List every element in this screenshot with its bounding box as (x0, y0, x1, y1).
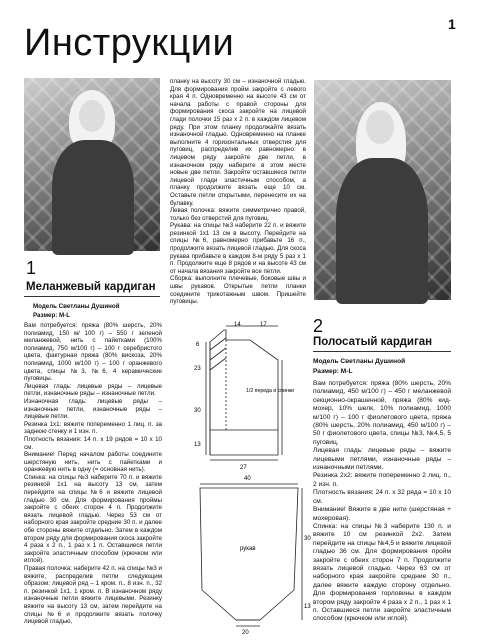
dim-left-6: 6 (196, 342, 200, 348)
paragraph: Изнаночная гладь: лицевые ряды – изнаночные петли, изнаночные ряды – лицевые петли. (24, 397, 162, 421)
model-photo-1 (24, 78, 160, 251)
dim-left-30: 30 (194, 408, 201, 414)
dim-sleeve-30: 30 (304, 536, 311, 542)
paragraph: Вам потребуется: пряжа (80% шерсть, 20% полиамид, 150 м/ 100 г) – 550 г зеленой меланжевой, нить с пайетками (100% полиамид, 750 м/100 г) – 100 г серебристого цвета, фактурная пряжа (80% вискоза, 20% полиамид, 1000 м/100 г) – 100 г оранжевого цвета, спицы №3, №6, 4 керамические пуговицы. (24, 322, 162, 383)
article-1-size: Размер: М-L (33, 312, 71, 319)
paragraph: Лицевая гладь: лицевые ряды – лицевые петли, изнаночные ряды – изнаночные петли. (24, 382, 162, 398)
paragraph: Сборка: выполните плечевые, боковые швы и швы рукавов. Открытые петли планки соедините трикотажным швом. Пришейте пуговицы. (170, 275, 306, 306)
paragraph: Внимание! Вяжите в две нити (шерстяная + мохеровая). (313, 506, 451, 522)
paragraph: Спинка: на спицы №3 наберите 70 п. и вяжите резинкой 1х1 на высоту 13 см, затем перейдите на спицы №6 и вяжите лицевой гладью 30 см. Для формирования проймы закройте с обеих сторон 4 п. Продолжите вязать лицевой гладью. Через 53 см от наборного края закройте средние 30 п. и далее обе стороны вяжите отдельно. Затем в каждом втором ряду для формирования скоса закройте 4 раза х 2 п., 1 раз х 1 п. Оставшиеся петли закройте эластичным способом (крючком или иглой). (24, 473, 162, 565)
paragraph: Правая полочка: наберите 42 п. на спицы №3 и вяжите, распределив петли следующим образом: лицевой ряд – 1 кром. п., 8 изн. п., 32 п. резинкой 1х1, 1 кром. п. В изнаночном ряду изнаночные петли вяжите лицевыми. Резинку вяжите на высоту 13 см, затем перейдите на спицы №6 и продолжите вязать полочку лицевой гладью, (24, 565, 162, 626)
paragraph: планку на высоту 30 см – изнаночной гладью. Для формирования пройм закройте с левого края 4 п. Одновременно на высоте 43 см от начала работы с правой стороны для формирования скоса закройте на лицевой глади полочки 15 раз х 2 п. в каждом лицевом ряду. При этом планку продолжайте вязать изнаночной гладью. Одновременно на планке выполните 4 горизонтальных отверстия для пуговиц, распределив их равномерно: в лицевом ряду закройте две петли, в изнаночном ряду наберите в этом месте новые две петли. Закройте оставшиеся петли лицевой глади эластичным способом, а планку продолжите вязать еще 10 см. Оставьте петли открытыми, перенесите их на булавку. (170, 78, 306, 207)
article-2-number: 2 (313, 316, 324, 336)
paragraph: Резинка 2х2: вяжите попеременно 2 лиц. п., 2 изн. п. (313, 472, 451, 488)
dim-sleeve-top: 40 (244, 476, 251, 482)
paragraph: Плотность вязания: 14 п. х 19 рядов = 10 х 10 см. (24, 435, 162, 451)
paragraph: Резинка 1х1: вяжите попеременно 1 лиц. п. за заднюю стенку и 1 изн. п. (24, 420, 162, 436)
model-photo-2 (314, 80, 451, 300)
paragraph: Спинка: на спицы №3 наберите 130 п. и вяжите 10 см резинкой 2х2. Затем перейдите на спицы №4,5 и вяжите лицевой гладью 36 см. Для формирования пройм закройте с обеих сторон 7 п. Продолжите вязать лицевой гладью. Через 63 см от наборного края закройте средние 30 п., далее вяжите каждую сторону отдельно. Для формирования горловины в каждом втором ряду закройте 4 раза х 2 п., 1 раз х 1 п. Оставшиеся петли закройте эластичным способом (крючком или иглой). (313, 522, 451, 623)
page-title: Инструкции (24, 22, 235, 64)
dim-top-right: 17 (260, 322, 267, 328)
sleeve-outline (200, 488, 298, 620)
paragraph: Левая полочка: вяжите симметрично правой, только без отверстий для пуговиц. (170, 207, 306, 222)
article-1-body (24, 322, 162, 626)
dim-sleeve-13: 13 (304, 604, 311, 610)
dim-sleeve-bottom: 20 (242, 630, 249, 636)
dim-left-13: 13 (194, 442, 201, 448)
paragraph: Вам потребуется: пряжа (80% шерсть, 20% полиамид, 450 м/100 г) – 450 г меланжевой секционно-окрашенной, пряжа (80% кид-мохер, 10% шелк, 10% полиамид, 1000 м/100 г) – 100 г фиолетового цвета, пряжа (80% шерсть, 20% полиамид, 450 м/100 г) – 50 г фиолетового цвета, спицы №3, №4,5, 5 пуговиц. (313, 380, 451, 446)
article-1-number: 1 (26, 258, 37, 278)
dim-width-27: 27 (240, 465, 247, 471)
divider (24, 296, 160, 297)
article-2-title: Полосатый кардиган (313, 336, 433, 348)
middle-column-body (170, 78, 306, 306)
paragraph: Внимание! Перед началом работы соедините шерстяную нить, нить с пайетками и оранжевую нить в одну (= основная нить). (24, 451, 162, 474)
paragraph: Лицевая гладь: лицевые ряды – вяжите лицевыми петлями, изнаночные ряды – изнаночными петлями. (313, 447, 451, 472)
page-number: 1 (448, 16, 456, 32)
front-label: 1/2 переда и спинки (246, 388, 295, 394)
paragraph: Плотность вязания: 24 п. х 32 ряда = 10 х 10 см. (313, 489, 451, 505)
article-2-size: Размер: М-L (313, 368, 353, 375)
paragraph: Рукава: на спицы №3 наберите 22 п. и вяжите резинкой 1х1 13 см в высоту. Перейдите на спицы №6, равномерно прибавьте 16 п., продолжите вязать лицевой гладью. Для скоса рукава прибавьте в каждом 8-м ряду 5 раз х 1 п. Продолжите еще 8 рядов и на высоте 43 см от начала вязания закройте все петли. (170, 222, 306, 275)
article-2-model: Модель Светланы Душиной (313, 358, 406, 365)
article-1-title: Меланжевый кардиган (26, 281, 156, 293)
sleeve-label: рукав (240, 546, 256, 552)
dim-left-23: 23 (194, 366, 201, 372)
article-2-body (313, 380, 451, 624)
knitting-schema (186, 320, 310, 636)
dim-top-left: 14 (234, 322, 241, 328)
divider (313, 351, 451, 352)
article-1-model: Модель Светланы Душиной (33, 303, 120, 310)
